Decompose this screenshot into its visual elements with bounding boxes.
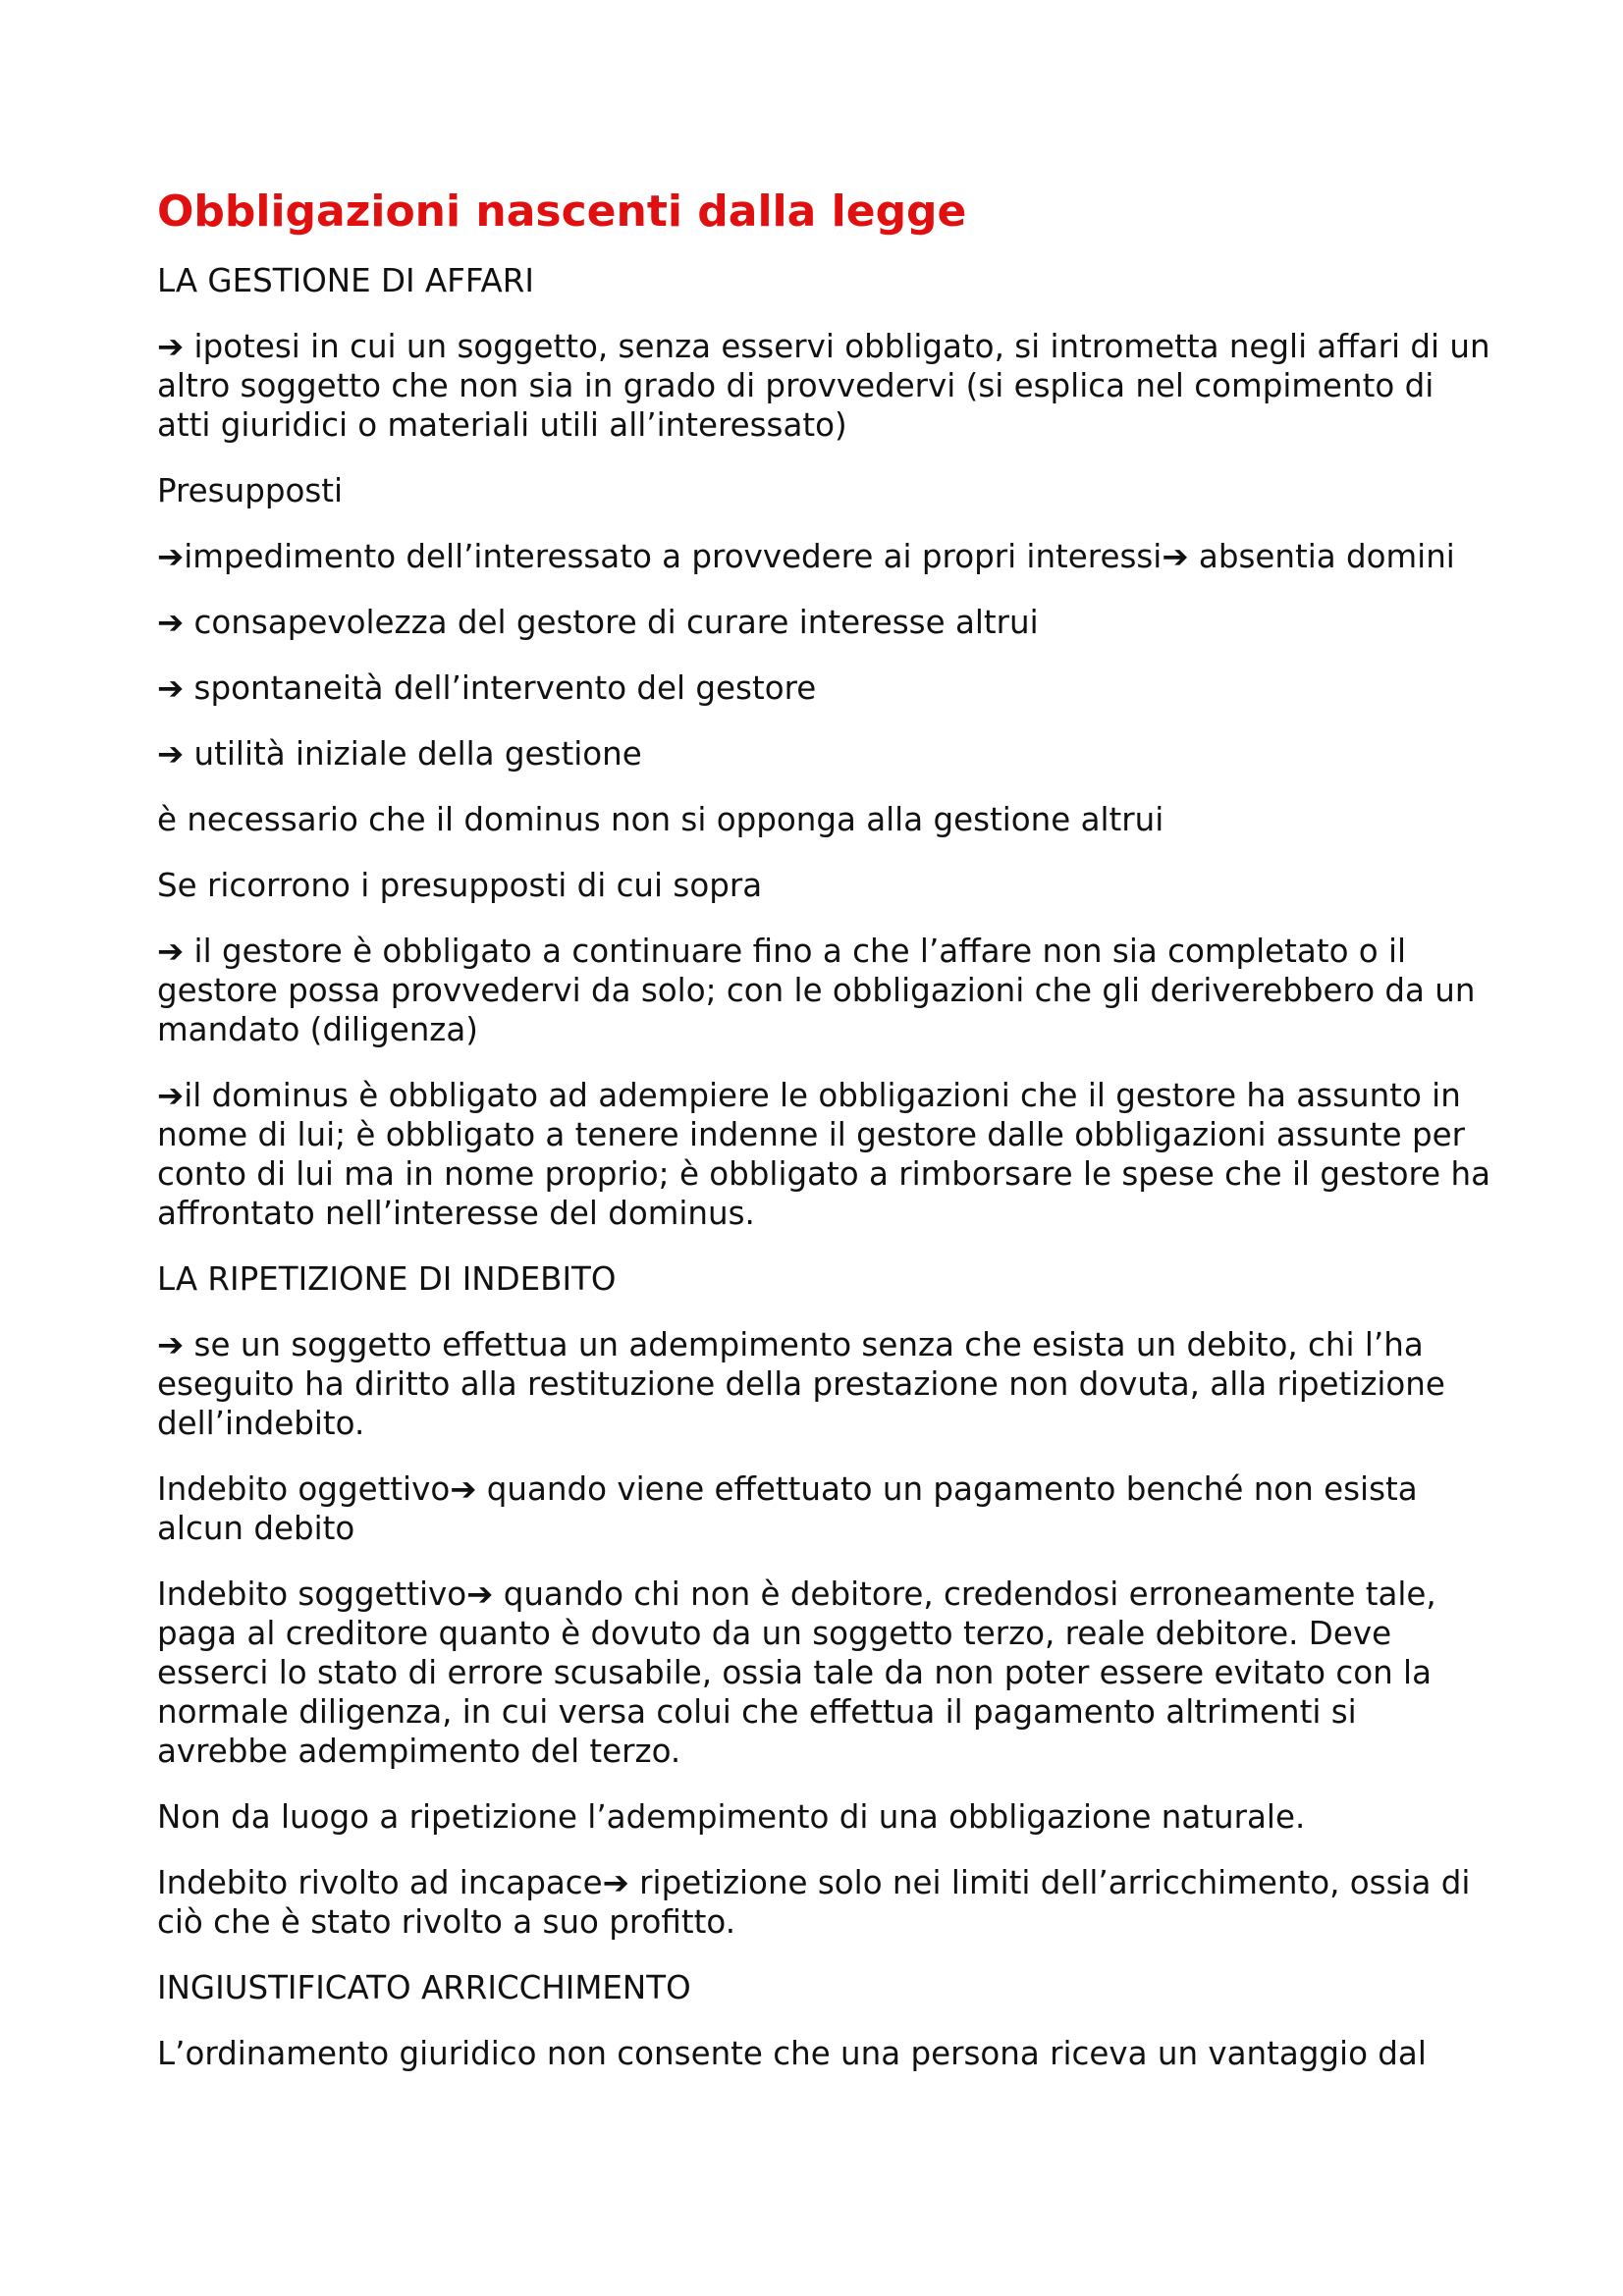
paragraph: Non da luogo a ripetizione l’adempimento di una obbligazione naturale. [157,1798,1306,1836]
section-heading: LA RIPETIZIONE DI INDEBITO [157,1260,617,1298]
paragraph: ➔impedimento dell’interessato a provvedere ai propri interessi➔ absentia domini [157,538,1455,575]
paragraph: ➔ spontaneità dell’intervento del gestore [157,669,817,707]
section-heading: INGIUSTIFICATO ARRICCHIMENTO [157,1969,691,2006]
paragraph: ➔ consapevolezza del gestore di curare interesse altrui [157,604,1039,641]
paragraph: Se ricorrono i presupposti di cui sopra [157,867,763,904]
paragraph: è necessario che il dominus non si opponga alla gestione altrui [157,801,1164,838]
paragraph: Indebito oggettivo➔ quando viene effettuato un pagamento benché non esista alcun debito [157,1470,1418,1547]
paragraph: ➔ ipotesi in cui un soggetto, senza esservi obbligato, si intrometta negli affari di un altro soggetto che non sia in grado di provvedervi (si esplica nel compimento di atti giuridici o materiali utili all’interessato) [157,328,1490,444]
paragraph: Indebito rivolto ad incapace➔ ripetizione solo nei limiti dell’arricchimento, ossia di ciò che è stato rivolto a suo profitto. [157,1864,1471,1941]
paragraph: Presupposti [157,472,344,509]
paragraph: ➔ il gestore è obbligato a continuare fino a che l’affare non sia completato o il gestore possa provvedervi da solo; con le obbligazioni che gli deriverebbero da un mandato (diligenza) [157,933,1476,1048]
paragraph: ➔il dominus è obbligato ad adempiere le obbligazioni che il gestore ha assunto in nome di lui; è obbligato a tenere indenne il gestore dalle obbligazioni assunte per conto di lui ma in nome proprio; è obbligato a rimborsare le spese che il gestore ha affrontato nell’interesse del dominus. [157,1077,1491,1232]
document-page [157,185,1492,2100]
paragraph: ➔ se un soggetto effettua un adempimento senza che esista un debito, chi l’ha eseguito ha diritto alla restituzione della prestazione non dovuta, alla ripetizione dell’indebito. [157,1326,1445,1442]
paragraph: L’ordinamento giuridico non consente che una persona riceva un vantaggio dal [157,2035,1427,2072]
section-heading: LA GESTIONE DI AFFARI [157,262,534,299]
paragraph: Indebito soggettivo➔ quando chi non è debitore, credendosi erroneamente tale, paga al creditore quanto è dovuto da un soggetto terzo, reale debitore. Deve esserci lo stato di errore scusabile, ossia tale da non poter essere evitato con la normale diligenza, in cui versa colui che effettua il pagamento altrimenti si avrebbe adempimento del terzo. [157,1575,1436,1770]
paragraph: ➔ utilità iniziale della gestione [157,735,642,773]
document-title: Obbligazioni nascenti dalla legge [157,187,967,237]
